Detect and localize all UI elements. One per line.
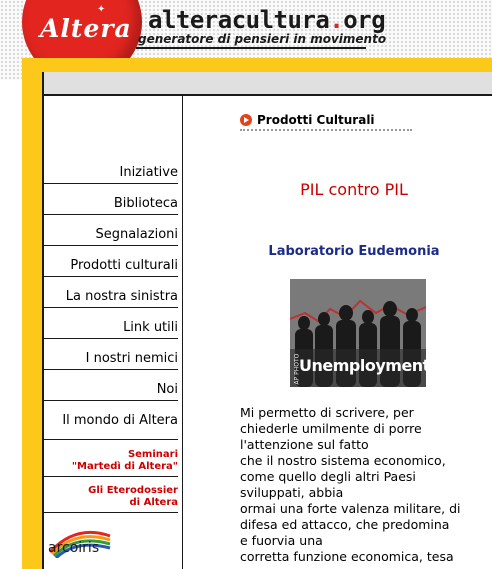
section-underline <box>240 129 412 131</box>
sidebar-item-iniziative[interactable]: Iniziative <box>44 165 178 184</box>
body-line: chiederle umilmente di porre <box>240 421 422 436</box>
sidebar-item-prodotti-culturali[interactable]: Prodotti culturali <box>44 258 178 277</box>
top-bar <box>42 72 492 96</box>
body-line: difesa ed attacco, che predomina <box>240 517 450 532</box>
sidebar-item-segnalazioni[interactable]: Segnalazioni <box>44 227 178 246</box>
frame-top <box>22 58 492 72</box>
sidebar-link-eterodossier[interactable] <box>44 485 178 513</box>
arrow-bullet-icon <box>240 114 252 126</box>
logo-text: Altera <box>40 14 132 43</box>
tagline-underline <box>136 47 366 49</box>
sidebar-link-seminari-line1: Seminari <box>127 449 178 460</box>
site-name-main: alteracultura <box>148 6 330 34</box>
body-line: corretta funzione economica, tesa <box>240 549 454 564</box>
body-line: Mi permetto di scrivere, per <box>240 405 414 420</box>
image-caption: Unemployment <box>299 356 430 375</box>
tagline: generatore di pensieri in movimento <box>138 32 387 46</box>
sidebar-link-eterodossier-line1: Gli Eterodossier <box>88 485 178 496</box>
sidebar-item-i-nostri-nemici[interactable]: I nostri nemici <box>44 351 178 370</box>
body-line: sviluppati, abbia <box>240 485 344 500</box>
sidebar-link-eterodossier-line2: di Altera <box>129 497 178 508</box>
body-line: l'attenzione sul fatto <box>240 437 369 452</box>
body-line: che il nostro sistema economico, <box>240 453 446 468</box>
sidebar-link-seminari[interactable] <box>44 449 178 477</box>
body-line: e fuorvia una <box>240 533 323 548</box>
body-line: come quello degli altri Paesi <box>240 469 416 484</box>
section-title: Prodotti Culturali <box>257 113 375 127</box>
site-name[interactable] <box>148 6 385 34</box>
column-divider <box>182 94 183 569</box>
body-line: ormai una forte valenza militare, di <box>240 501 461 516</box>
photo-credit: AP PHOTO <box>293 353 301 385</box>
star-icon: ✦ <box>97 4 106 15</box>
sidebar-item-link-utili[interactable]: Link utili <box>44 320 178 339</box>
article-author: Laboratorio Eudemonia <box>268 244 440 259</box>
sidebar-item-il-mondo-di-altera[interactable]: Il mondo di Altera <box>44 413 178 440</box>
sidebar-item-biblioteca[interactable]: Biblioteca <box>44 196 178 215</box>
article-body <box>240 405 475 565</box>
article-title: PIL contro PIL <box>300 180 408 199</box>
sidebar-link-seminari-line2: "Martedì di Altera" <box>71 461 178 472</box>
arcoiris-label[interactable]: arcoiris <box>48 540 100 556</box>
sidebar-item-noi[interactable]: Noi <box>44 382 178 401</box>
site-name-tld: org <box>343 6 386 34</box>
section-header <box>240 113 375 127</box>
frame-left <box>22 58 42 569</box>
sidebar-item-la-nostra-sinistra[interactable]: La nostra sinistra <box>44 289 178 308</box>
site-name-dot: . <box>329 6 344 34</box>
